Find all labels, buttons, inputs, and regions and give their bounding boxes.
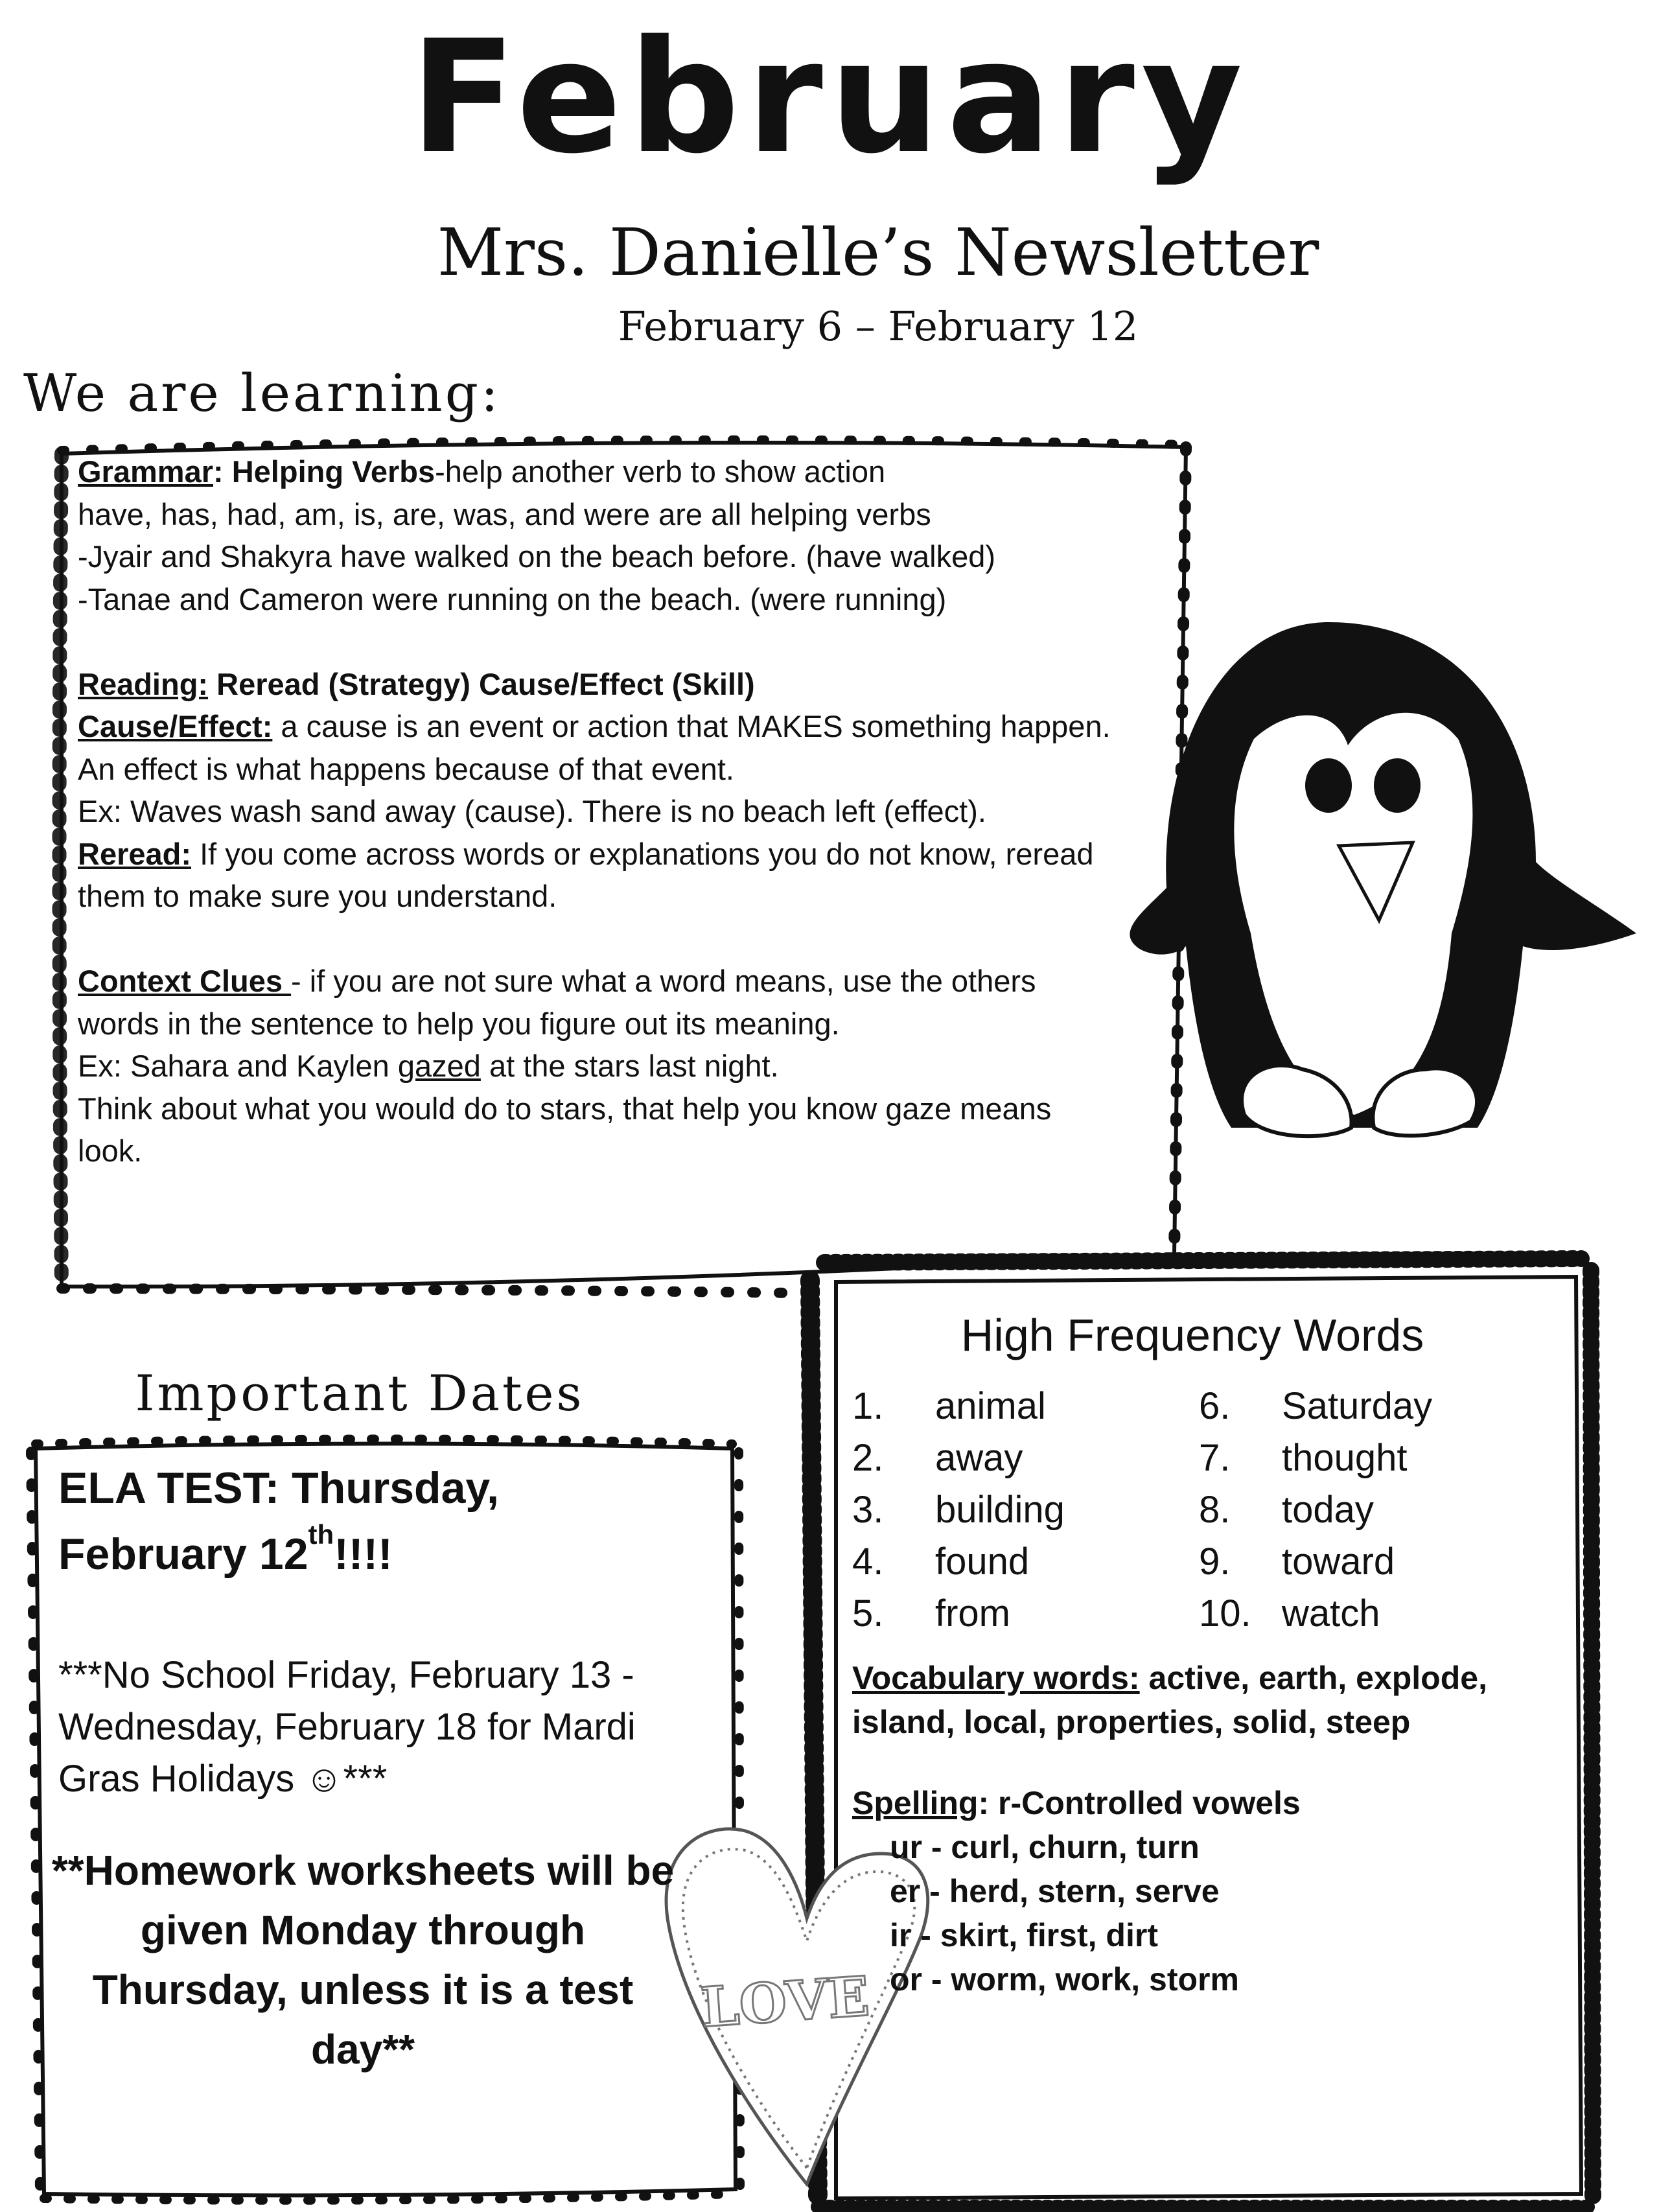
date-range: February 6 – February 12 [618, 303, 1139, 350]
reread-text2: them to make sure you understand. [78, 879, 557, 913]
vocabulary-words [852, 1656, 1565, 1744]
grammar-topic: Helping Verbs [223, 454, 435, 489]
learning-content [78, 450, 1166, 1172]
example-word: gazed [397, 1049, 481, 1083]
no-school-notice: ***No School Friday, February 13 - Wednesday, February 18 for Mardi Gras Holidays ☺*** [58, 1654, 636, 1800]
context-clues-label: Context Clues [78, 964, 292, 998]
context-clues-text1: - if you are not sure what a word means, use the others [291, 964, 1036, 998]
word: today [1282, 1489, 1374, 1531]
page-title: February [410, 6, 1249, 188]
spelling-topic: : r-Controlled vowels [978, 1785, 1301, 1821]
context-clues-text5: look. [78, 1134, 143, 1168]
context-clues-text2: words in the sentence to help you figure out its meaning. [78, 1006, 840, 1041]
important-dates-heading: Important Dates [135, 1364, 585, 1422]
word-number: 9. [1199, 1541, 1231, 1583]
list-item [852, 1432, 1065, 1484]
hfw-column-1 [852, 1380, 1065, 1640]
list-item [1199, 1536, 1432, 1588]
penguin-illustration [1130, 622, 1636, 1136]
reading-label: Reading: [78, 666, 209, 701]
word: Saturday [1282, 1385, 1433, 1427]
spelling-line: ir - skirt, first, dirt [890, 1917, 1158, 1953]
cause-effect-label: Cause/Effect: [78, 709, 273, 743]
spelling-label: Spelling [852, 1785, 979, 1821]
word-number: 2. [852, 1437, 884, 1479]
hfw-heading: High Frequency Words [960, 1310, 1424, 1360]
context-clues-example [78, 1045, 1166, 1088]
reading-topic: Reread (Strategy) Cause/Effect (Skill) [208, 666, 755, 701]
vocab-line1 [852, 1656, 1565, 1700]
word: away [935, 1437, 1023, 1479]
context-clues-text4: Think about what you would do to stars, that help you know gaze means [78, 1091, 1052, 1126]
word-number: 5. [852, 1592, 884, 1635]
word-number: 10. [1199, 1592, 1251, 1635]
spelling-line: er - herd, stern, serve [890, 1873, 1220, 1909]
example-prefix: Ex: Sahara and Kaylen [78, 1049, 398, 1083]
word: found [935, 1541, 1030, 1583]
learning-heading: We are learning: [23, 363, 501, 423]
word: watch [1282, 1592, 1380, 1635]
word: building [935, 1489, 1065, 1531]
word-number: 7. [1199, 1437, 1231, 1479]
list-item [1199, 1484, 1432, 1536]
ela-test-notice [58, 1455, 719, 1587]
spelling-section [852, 1781, 1565, 2001]
homework-notice: **Homework worksheets will be given Monday through Thursday, unless it is a test day** [51, 1847, 675, 2073]
ela-line2 [58, 1521, 719, 1587]
heart-label: LOVE [699, 1964, 872, 2040]
context-clues-line [78, 960, 1166, 1003]
grammar-definition: -help another verb to show action [435, 454, 886, 489]
ela-sup: th [308, 1519, 334, 1550]
list-item [852, 1536, 1065, 1588]
reread-line [78, 833, 1166, 876]
grammar-line [78, 450, 1166, 493]
word: thought [1282, 1437, 1408, 1479]
grammar-line3: -Jyair and Shakyra have walked on the beach before. (have walked) [78, 539, 996, 574]
reread-label: Reread: [78, 836, 192, 871]
word-number: 8. [1199, 1489, 1231, 1531]
cause-effect-line [78, 705, 1166, 748]
word: toward [1282, 1541, 1395, 1583]
vocab-words-1: active, earth, explode, [1139, 1660, 1487, 1696]
ela-date: February 12 [58, 1530, 308, 1579]
spelling-line: or - worm, work, storm [890, 1961, 1239, 1997]
ela-excl: !!!! [334, 1530, 393, 1579]
grammar-colon: : [213, 454, 224, 489]
list-item [852, 1484, 1065, 1536]
spelling-title [852, 1781, 1565, 1825]
word-number: 6. [1199, 1385, 1231, 1427]
cause-effect-text1: a cause is an event or action that MAKES something happen. [272, 709, 1111, 743]
word: from [935, 1592, 1010, 1635]
list-item [852, 1380, 1065, 1432]
spelling-line: ur - curl, churn, turn [890, 1829, 1200, 1865]
example-suffix: at the stars last night. [480, 1049, 779, 1083]
list-item [1199, 1380, 1432, 1432]
grammar-label: Grammar [78, 454, 213, 489]
grammar-line4: -Tanae and Cameron were running on the beach. (were running) [78, 581, 947, 616]
list-item [852, 1588, 1065, 1640]
word-number: 1. [852, 1385, 884, 1427]
cause-effect-text3: Ex: Waves wash sand away (cause). There is no beach left (effect). [78, 794, 986, 828]
vocab-label: Vocabulary words: [852, 1660, 1140, 1696]
vocab-line2: island, local, properties, solid, steep [852, 1704, 1411, 1740]
word-number: 3. [852, 1489, 884, 1531]
cause-effect-text2: An effect is what happens because of that event. [78, 751, 734, 786]
reading-line [78, 663, 1166, 706]
word-number: 4. [852, 1541, 884, 1583]
reread-text1: If you come across words or explanations you do not know, reread [191, 836, 1094, 871]
ela-line1: ELA TEST: Thursday, [58, 1463, 500, 1513]
newsletter-subtitle: Mrs. Danielle’s Newsletter [437, 215, 1319, 290]
hfw-column-2 [1199, 1380, 1432, 1640]
grammar-line2: have, has, had, am, is, are, was, and were are all helping verbs [78, 496, 931, 531]
list-item [1199, 1588, 1432, 1640]
list-item [1199, 1432, 1432, 1484]
word: animal [935, 1385, 1046, 1427]
